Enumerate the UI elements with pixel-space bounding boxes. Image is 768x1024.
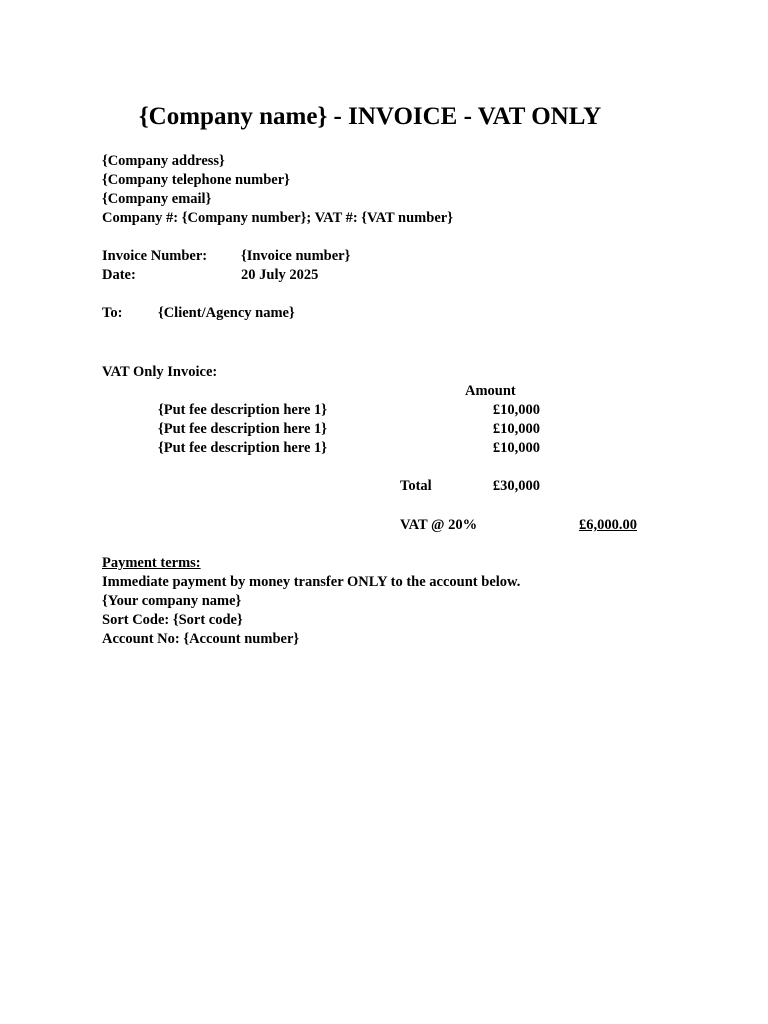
fee-description: {Put fee description here 1} [158,440,328,456]
vat-value: £6,000.00 [579,517,637,533]
account-number: Account No: {Account number} [102,631,300,647]
amount-column-header: Amount [465,383,516,399]
fee-description: {Put fee description here 1} [158,421,328,437]
fee-amount: £10,000 [492,402,540,418]
invoice-date-value: 20 July 2025 [241,267,319,283]
fees-section-title: VAT Only Invoice: [102,364,218,380]
invoice-number-value: {Invoice number} [241,248,351,264]
total-value: £30,000 [492,478,540,494]
total-label: Total [400,478,432,494]
company-address: {Company address} [102,153,225,169]
payee-company-name: {Your company name} [102,593,242,609]
sort-code: Sort Code: {Sort code} [102,612,243,628]
company-email: {Company email} [102,191,212,207]
fee-amount: £10,000 [492,440,540,456]
invoice-date-label: Date: [102,267,136,283]
recipient-label: To: [102,305,123,321]
payment-instruction: Immediate payment by money transfer ONLY to the account below. [102,574,521,590]
invoice-number-label: Invoice Number: [102,248,208,264]
invoice-title: {Company name} - INVOICE - VAT ONLY [138,103,602,130]
recipient-value: {Client/Agency name} [158,305,295,321]
fee-description: {Put fee description here 1} [158,402,328,418]
vat-label: VAT @ 20% [400,517,478,533]
payment-terms-heading: Payment terms: [102,555,201,571]
fee-amount: £10,000 [492,421,540,437]
company-telephone: {Company telephone number} [102,172,290,188]
company-ids: Company #: {Company number}; VAT #: {VAT number} [102,210,453,226]
